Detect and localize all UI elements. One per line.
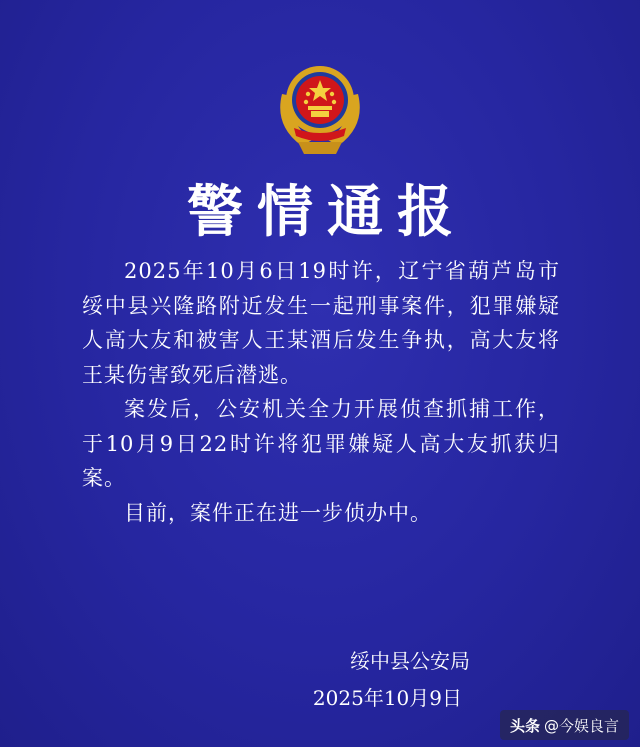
notice-title: 警情通报 <box>187 179 467 245</box>
notice-paragraph: 目前，案件正在进一步侦办中。 <box>124 500 432 525</box>
notice-body <box>82 254 560 530</box>
notice-paragraph: 案发后，公安机关全力开展侦查抓捕工作，于10月9日22时许将犯罪嫌疑人高大友抓获归案。 <box>82 397 560 490</box>
watermark-account: @今娱良言 <box>544 716 620 735</box>
notice-paragraph: 2025年10月6日19时许，辽宁省葫芦岛市绥中县兴隆路附近发生一起刑事案件，犯罪嫌疑人高大友和被害人王某酒后发生争执，高大友将王某伤害致死后潜逃。 <box>82 259 560 387</box>
police-emblem-icon <box>268 56 372 160</box>
watermark-brand: 头条 <box>510 716 541 735</box>
issue-date: 2025年10月9日 <box>312 686 462 710</box>
source-watermark <box>500 710 629 740</box>
issuer-name: 绥中县公安局 <box>350 649 470 673</box>
